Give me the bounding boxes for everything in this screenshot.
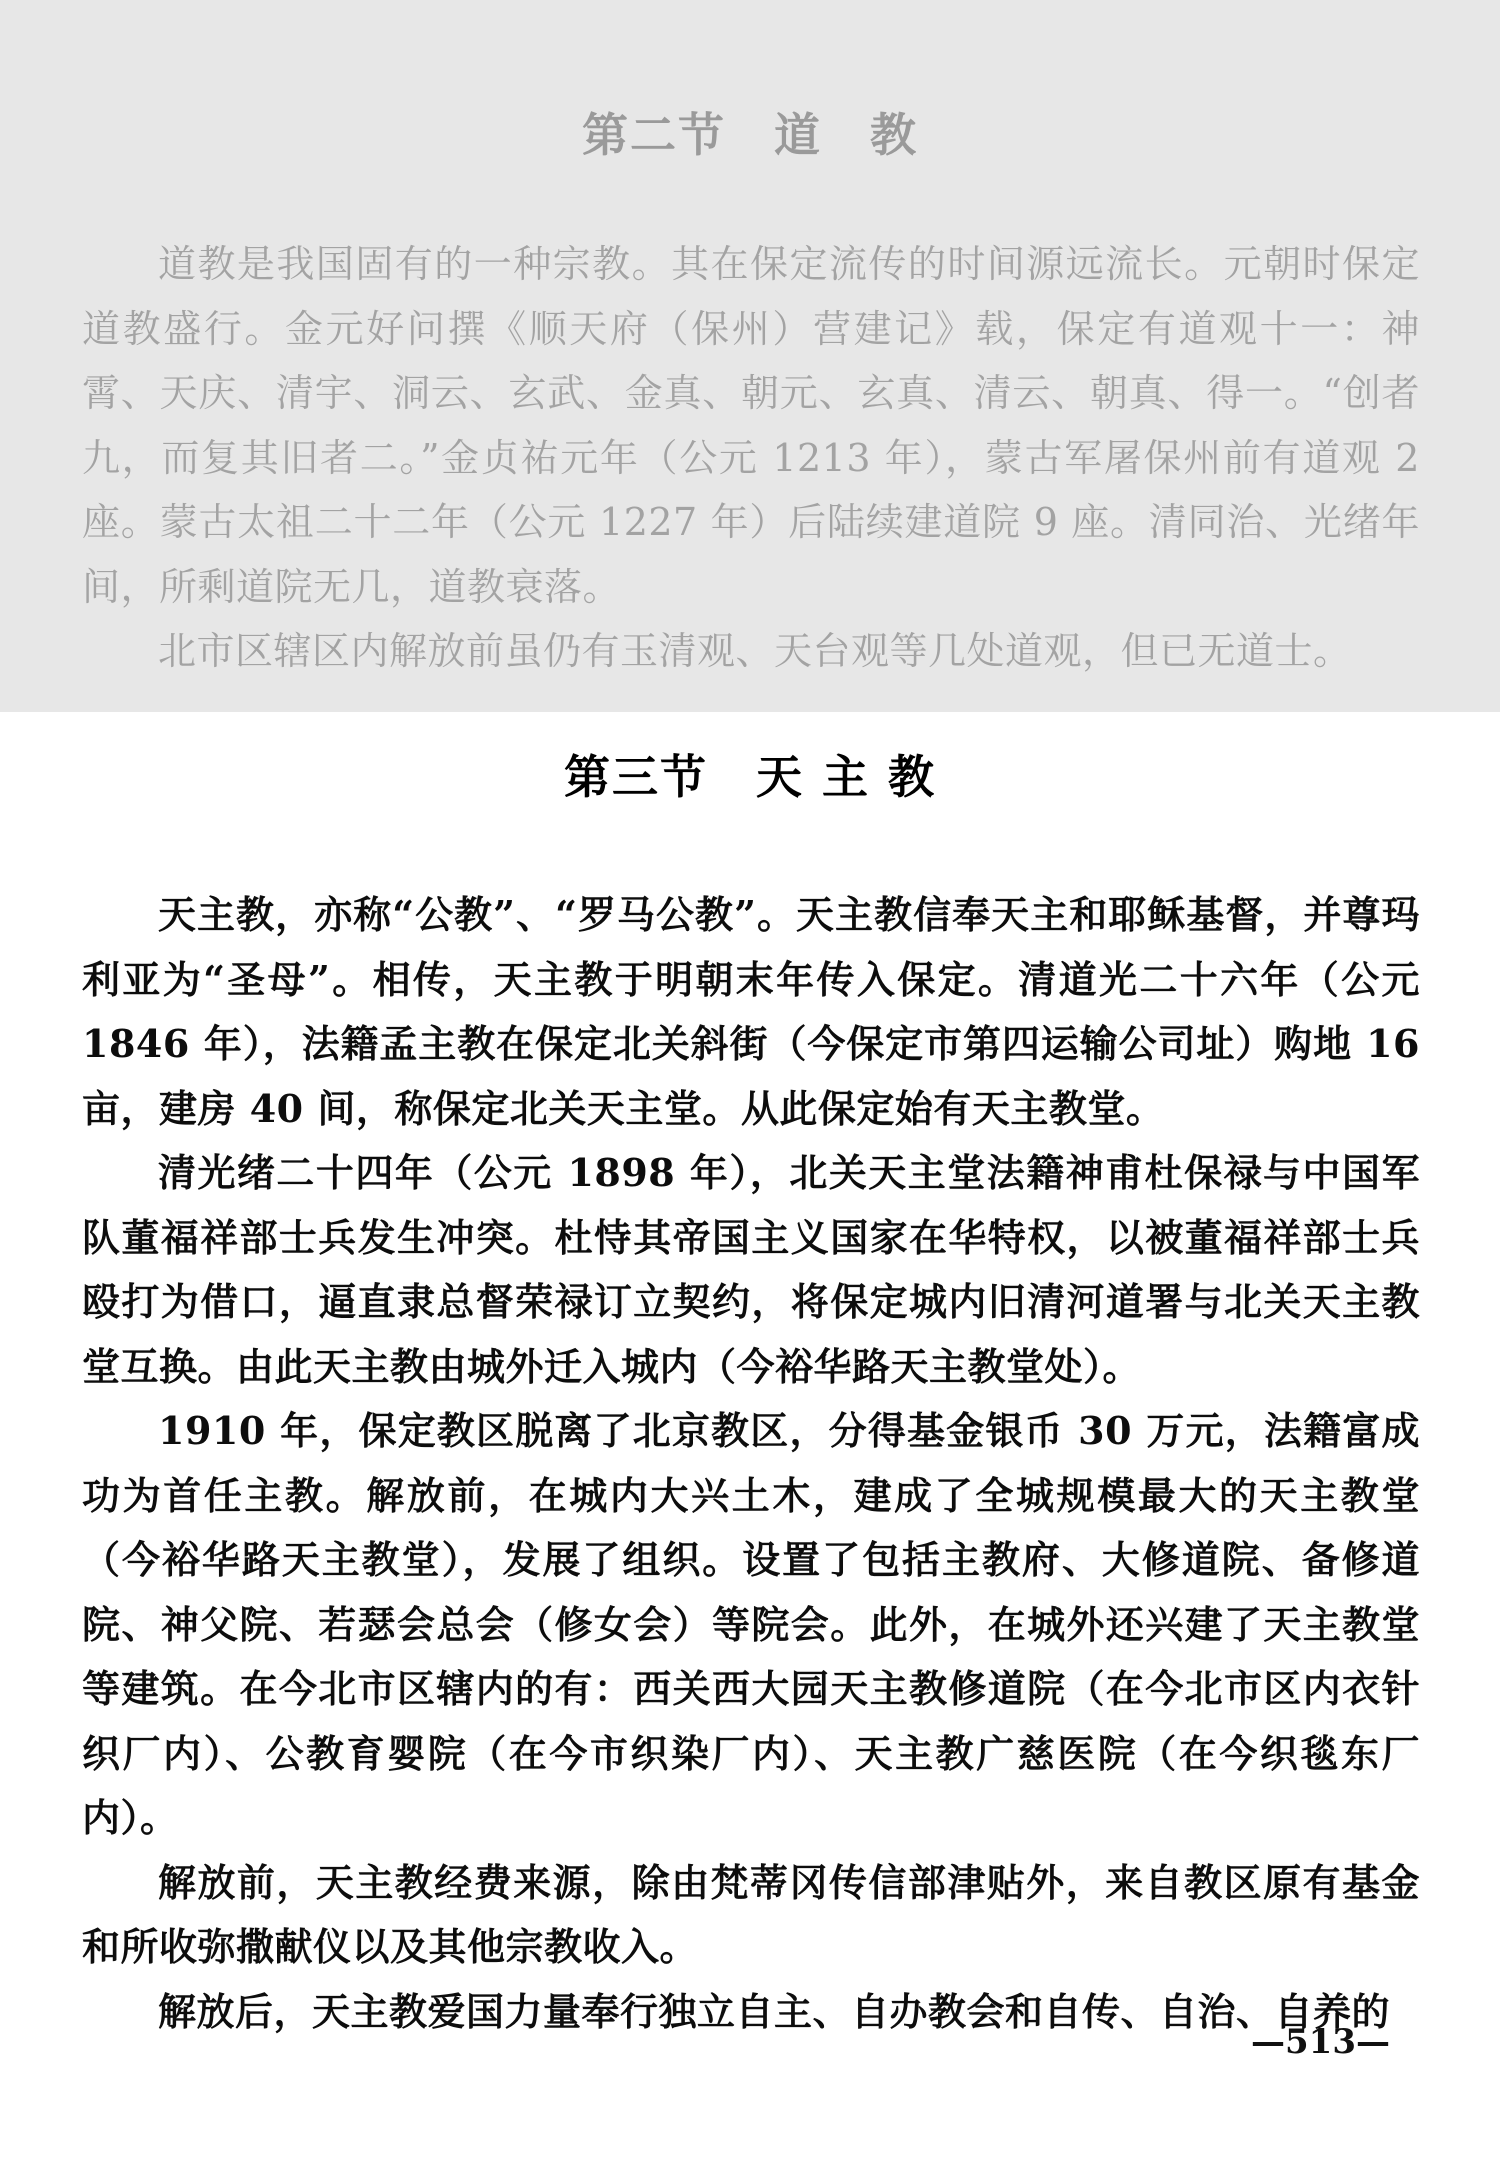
paragraph: 清光绪二十四年（公元 1898 年），北关天主堂法籍神甫杜保禄与中国军队董福祥部士兵发生冲突。杜恃其帝国主义国家在华特权，以被董福祥部士兵殴打为借口，逼直隶总督荣禄订立契约，将保定城内旧清河道署与北关天主教堂互换。由此天主教由城外迁入城内（今裕华路天主教堂处）。 xyxy=(82,1150,1420,1389)
section-body-catholicism xyxy=(82,883,1420,2044)
paragraph: 1910 年，保定教区脱离了北京教区，分得基金银币 30 万元，法籍富成功为首任主教。解放前，在城内大兴土木，建成了全城规模最大的天主教堂（今裕华路天主教堂），发展了组织。设置了包括主教府、大修道院、备修道院、神父院、若瑟会总会（修女会）等院会。此外，在城外还兴建了天主教堂等建筑。在今北市区辖内的有：西关西大园天主教修道院（在今北市区内衣针织厂内）、公教育婴院（在今市织染厂内）、天主教广慈医院（在今织毯东厂内）。 xyxy=(82,1408,1420,1840)
paragraph: 天主教，亦称“公教”、“罗马公教”。天主教信奉天主和耶稣基督，并尊玛利亚为“圣母”。相传，天主教于明朝末年传入保定。清道光二十六年（公元 1846 年），法籍孟主教在保定北关斜街（今保定市第四运输公司址）购地 16 亩，建房 40 间，称保定北关天主堂。从此保定始有天主教堂。 xyxy=(82,892,1420,1131)
section-body-taoism xyxy=(82,232,1420,684)
page-number: —513— xyxy=(1251,2022,1390,2062)
paragraph: 解放前，天主教经费来源，除由梵蒂冈传信部津贴外，来自教区原有基金和所收弥撒献仪以及其他宗教收入。 xyxy=(82,1859,1420,1969)
section-title-catholicism: 第三节 天 主 教 xyxy=(563,750,937,804)
section-title-taoism: 第二节 道 教 xyxy=(582,108,918,162)
paragraph: 北市区辖区内解放前虽仍有玉清观、天台观等几处道观，但已无道士。 xyxy=(158,629,1352,673)
paragraph: 解放后，天主教爱国力量奉行独立自主、自办教会和自传、自治、自养的 xyxy=(158,1988,1391,2034)
paragraph: 道教是我国固有的一种宗教。其在保定流传的时间源远流长。元朝时保定道教盛行。金元好问撰《顺天府（保州）营建记》载，保定有道观十一：神霄、天庆、清宇、洞云、玄武、金真、朝元、玄真、清云、朝真、得一。“创者九，而复其旧者二。”金贞祐元年（公元 1213 年），蒙古军屠保州前有道观 2 座。蒙古太祖二十二年（公元 1227 年）后陆续建道院 9 座。清同治、光绪年间，所剩道院无几，道教衰落。 xyxy=(82,242,1420,609)
